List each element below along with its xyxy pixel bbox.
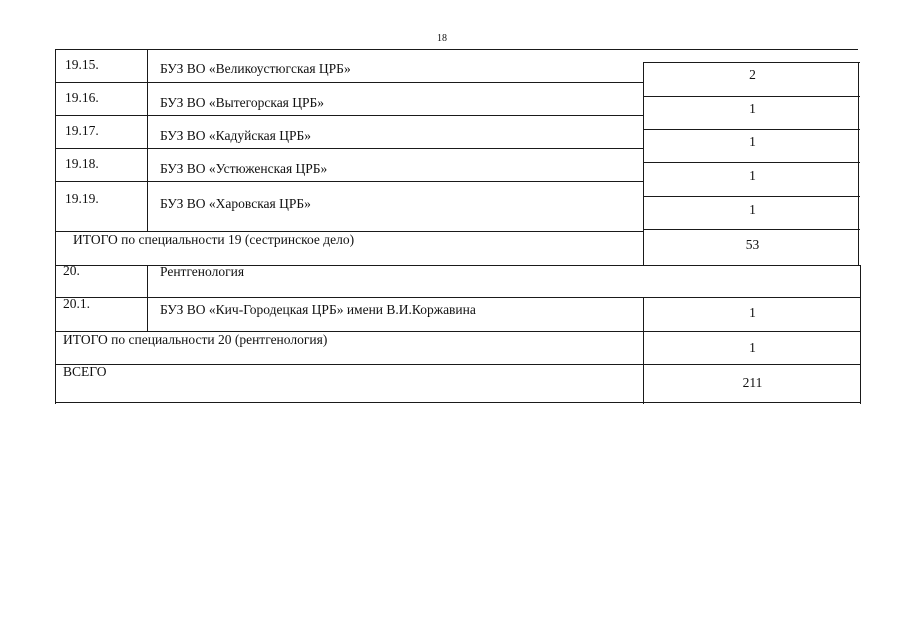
table-rule — [860, 265, 861, 404]
section-20-number: 20. — [63, 263, 80, 278]
table-rule — [55, 49, 858, 50]
row-institution: БУЗ ВО «Устюженская ЦРБ» — [160, 161, 328, 176]
grand-total-label: ВСЕГО — [63, 364, 107, 379]
total-19-label: ИТОГО по специальности 19 (сестринское дело) — [73, 232, 355, 247]
table-rule — [55, 181, 643, 182]
section-20-name: Рентгенология — [160, 264, 245, 279]
table-rule — [55, 49, 56, 404]
row-count: 1 — [749, 168, 756, 183]
total-20-label: ИТОГО по специальности 20 (рентгенология) — [63, 332, 328, 347]
row-number: 19.19. — [65, 191, 99, 206]
row-count: 1 — [749, 101, 756, 116]
table-rule — [643, 96, 860, 97]
table-rule — [55, 82, 643, 83]
row-institution: БУЗ ВО «Харовская ЦРБ» — [160, 196, 311, 211]
row-institution: БУЗ ВО «Вытегорская ЦРБ» — [160, 95, 325, 110]
row-number: 19.17. — [65, 123, 99, 138]
table-rule — [55, 364, 860, 365]
row-count: 1 — [749, 202, 756, 217]
table-rule — [643, 62, 644, 266]
table-rule — [643, 62, 860, 63]
row-number: 20.1. — [63, 296, 90, 311]
table-rule — [858, 62, 859, 266]
table-rule — [147, 265, 148, 331]
total-20-count: 1 — [749, 340, 756, 355]
row-institution: БУЗ ВО «Кадуйская ЦРБ» — [160, 128, 312, 143]
row-count: 1 — [749, 305, 756, 320]
row-number: 19.15. — [65, 57, 99, 72]
table-rule — [643, 229, 860, 230]
row-count: 1 — [749, 134, 756, 149]
table-rule — [55, 402, 860, 403]
table-rule — [643, 196, 860, 197]
row-count: 2 — [749, 67, 756, 82]
table-rule — [147, 49, 148, 231]
table-rule — [55, 115, 643, 116]
grand-total-count: 211 — [742, 375, 763, 390]
row-institution: БУЗ ВО «Кич-Городецкая ЦРБ» имени В.И.Коржавина — [160, 302, 476, 317]
row-number: 19.18. — [65, 156, 99, 171]
row-institution: БУЗ ВО «Великоустюгская ЦРБ» — [160, 61, 351, 76]
table-rule — [55, 297, 860, 298]
total-19-count: 53 — [745, 237, 760, 252]
table-rule — [55, 148, 643, 149]
table-rule — [643, 129, 860, 130]
row-number: 19.16. — [65, 90, 99, 105]
table-rule — [643, 162, 860, 163]
page-number: 18 — [437, 33, 447, 44]
